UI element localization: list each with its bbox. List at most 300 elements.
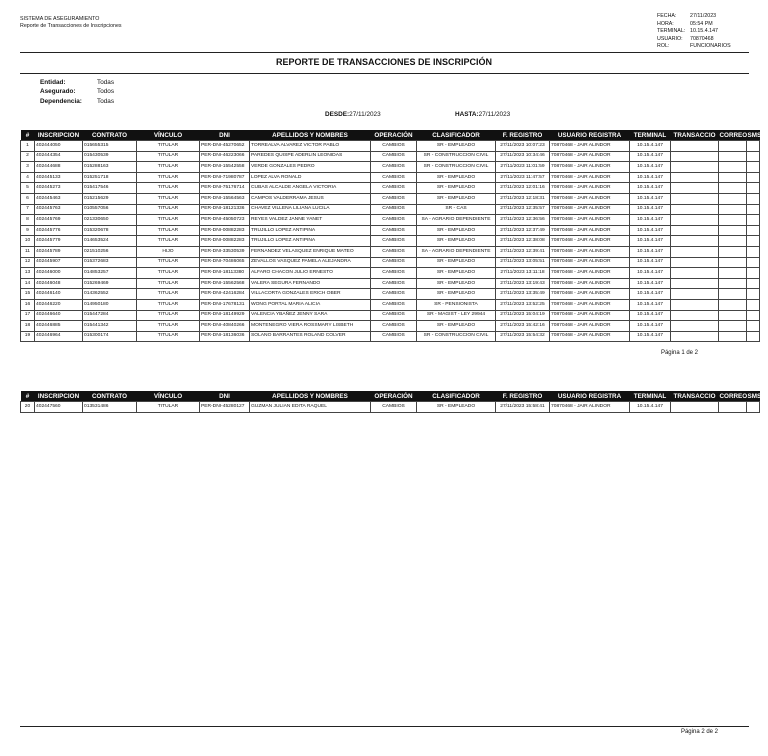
header-divider <box>20 52 749 53</box>
table-cell: 3 <box>21 162 35 173</box>
system-header <box>20 16 122 29</box>
table-row <box>21 402 760 413</box>
table-cell: 402446885 <box>35 321 83 332</box>
table-cell <box>747 402 760 413</box>
table-cell: 27/11/2023 13:05:51 <box>496 257 550 268</box>
table-cell: WONG PORTAL MARIA ALICIA <box>250 299 371 310</box>
table-cell: 16 <box>21 299 35 310</box>
column-header: TRANSACCIO <box>671 130 719 141</box>
column-header: CLASIFICADOR <box>417 130 496 141</box>
table-header-row <box>21 391 760 402</box>
table-cell: 27/11/2023 12:37:49 <box>496 225 550 236</box>
table-cell <box>747 151 760 162</box>
table-cell <box>671 268 719 279</box>
table-cell <box>671 321 719 332</box>
page-2-label: Página 2 de 2 <box>680 729 718 735</box>
table-row <box>21 289 760 300</box>
table-cell <box>719 289 747 300</box>
table-cell: 015269469 <box>83 278 137 289</box>
table-cell: VERDE GONZALES PEDRO <box>250 162 371 173</box>
table-cell: 2 <box>21 151 35 162</box>
table-cell: PER-DNI-70486065 <box>200 257 250 268</box>
table-cell: CAMBIOS <box>371 321 417 332</box>
table-cell: HIJO <box>137 246 200 257</box>
table-cell: 10.15.4.147 <box>630 402 671 413</box>
table-cell: CAMBIOS <box>371 215 417 226</box>
table-cell <box>719 162 747 173</box>
table-cell: 70870468 - JAIR ALINDOR <box>550 321 630 332</box>
table-cell: 70870468 - JAIR ALINDOR <box>550 331 630 342</box>
table-cell: 402445776 <box>35 225 83 236</box>
table-cell <box>671 257 719 268</box>
table-cell: CUBAS ALCALDE ANGELA VICTORIA <box>250 183 371 194</box>
table-cell: SR - EMPLEADO <box>417 402 496 413</box>
footer-divider <box>20 726 749 727</box>
table-cell: TITULAR <box>137 289 200 300</box>
table-cell: 5 <box>21 183 35 194</box>
table-row <box>21 236 760 247</box>
table-cell: 70870468 - JAIR ALINDOR <box>550 310 630 321</box>
table-cell: CAMBIOS <box>371 268 417 279</box>
table-cell <box>747 141 760 152</box>
table-cell <box>747 268 760 279</box>
table-cell: 18 <box>21 321 35 332</box>
table-cell: 70870468 - JAIR ALINDOR <box>550 257 630 268</box>
table-cell: CAMBIOS <box>371 204 417 215</box>
report-title: REPORTE DE TRANSACCIONES DE INSCRIPCIÓN <box>275 57 493 67</box>
table-cell: VILLACORTA GONZALES ERICH OBER <box>250 289 371 300</box>
table-cell <box>719 257 747 268</box>
table-cell <box>719 402 747 413</box>
table-cell: CHAVEZ VILLENA LILIANA LUCILA <box>250 204 371 215</box>
table-cell: TITULAR <box>137 299 200 310</box>
table-cell: 27/11/2023 12:01:16 <box>496 183 550 194</box>
table-row <box>21 204 760 215</box>
table-cell: 27/11/2023 12:35:57 <box>496 204 550 215</box>
table-cell: 70870468 - JAIR ALINDOR <box>550 183 630 194</box>
table-cell: SR - EMPLEADO <box>417 257 496 268</box>
table-cell: TITULAR <box>137 172 200 183</box>
table-cell <box>671 289 719 300</box>
column-header: # <box>21 130 35 141</box>
table-cell: PER-DNI-15564563 <box>200 193 250 204</box>
table-cell: 27/11/2023 12:39:41 <box>496 246 550 257</box>
table-cell: 402446640 <box>35 310 83 321</box>
table-cell <box>719 183 747 194</box>
table-cell: PER-DNI-40840266 <box>200 321 250 332</box>
table-cell: TITULAR <box>137 331 200 342</box>
column-header: CLASIFICADOR <box>417 391 496 402</box>
column-header: SMS <box>747 392 762 400</box>
table-cell: TRUJILLO LOPEZ ANTIPINA <box>250 236 371 247</box>
table-row <box>21 268 760 279</box>
transactions-table-page2 <box>20 391 760 413</box>
table-cell: 10.15.4.147 <box>630 289 671 300</box>
table-cell: 402444688 <box>35 162 83 173</box>
filter-asegurado: Asegurado: Todos <box>40 88 115 96</box>
table-cell: CAMBIOS <box>371 299 417 310</box>
table-cell <box>719 215 747 226</box>
table-cell: PER-DNI-00882283 <box>200 225 250 236</box>
table-cell: 9 <box>21 225 35 236</box>
table-cell: 10.15.4.147 <box>630 268 671 279</box>
table-cell <box>719 310 747 321</box>
table-cell: 013531486 <box>83 402 137 413</box>
table-cell: PER-DNI-18136036 <box>200 331 250 342</box>
table-cell: CAMBIOS <box>371 172 417 183</box>
table-cell: VALENCIA YBAÑEZ JENNY SARA <box>250 310 371 321</box>
table-cell: 14 <box>21 278 35 289</box>
table-cell: 70870468 - JAIR ALINDOR <box>550 204 630 215</box>
table-cell <box>671 310 719 321</box>
table-cell: 402446048 <box>35 278 83 289</box>
table-cell: 70870468 - JAIR ALINDOR <box>550 289 630 300</box>
table-cell: TITULAR <box>137 268 200 279</box>
table-cell: MONTENEGRO VIERA ROSSMARY LISBETH <box>250 321 371 332</box>
table-cell: 014950180 <box>83 299 137 310</box>
table-cell: 015372683 <box>83 257 137 268</box>
table-cell <box>747 246 760 257</box>
table-cell: 27/11/2023 11:47:57 <box>496 172 550 183</box>
table-cell: 27/11/2023 13:19:43 <box>496 278 550 289</box>
table-cell <box>671 183 719 194</box>
table-cell: 10.15.4.147 <box>630 172 671 183</box>
table-cell <box>671 299 719 310</box>
table-cell: 021510256 <box>83 246 137 257</box>
table-cell: GUZMAN JULIAN EDITA RAQUEL <box>250 402 371 413</box>
table-row <box>21 321 760 332</box>
column-header: INSCRIPCION <box>35 391 83 402</box>
table-cell <box>671 151 719 162</box>
column-header: TERMINAL <box>630 391 671 402</box>
table-cell: CAMBIOS <box>371 183 417 194</box>
column-header: DNI <box>200 130 250 141</box>
table-cell: PER-DNI-17678131 <box>200 299 250 310</box>
meta-hora: HORA: 05:54 PM <box>657 20 713 27</box>
table-cell: 015215629 <box>83 193 137 204</box>
table-cell: CAMPOS VALDERRAMA JESUS <box>250 193 371 204</box>
meta-fecha: FECHA: 27/11/2023 <box>657 13 717 19</box>
table-row <box>21 246 760 257</box>
table-row <box>21 183 760 194</box>
table-cell <box>671 278 719 289</box>
column-header: APELLIDOS Y NOMBRES <box>250 130 371 141</box>
table-cell <box>719 268 747 279</box>
table-cell <box>719 172 747 183</box>
table-cell: 6 <box>21 193 35 204</box>
table-cell <box>671 331 719 342</box>
table-cell: 402445763 <box>35 204 83 215</box>
table-cell <box>747 289 760 300</box>
table-cell: 17 <box>21 310 35 321</box>
table-cell <box>719 299 747 310</box>
table-cell: CAMBIOS <box>371 225 417 236</box>
table-cell: CAMBIOS <box>371 402 417 413</box>
table-cell: 10.15.4.147 <box>630 193 671 204</box>
table-cell: TITULAR <box>137 321 200 332</box>
table-cell: 402446140 <box>35 289 83 300</box>
table-cell: SR - EMPLEADO <box>417 172 496 183</box>
table-cell: CAMBIOS <box>371 246 417 257</box>
column-header: F. REGISTRO <box>496 130 550 141</box>
table-cell <box>671 141 719 152</box>
table-cell <box>719 331 747 342</box>
table-cell: 10.15.4.147 <box>630 151 671 162</box>
table-cell <box>747 278 760 289</box>
column-header: SMS <box>747 131 762 139</box>
table-cell: 70870468 - JAIR ALINDOR <box>550 141 630 152</box>
table-cell: 402445779 <box>35 236 83 247</box>
table-cell: 10.15.4.147 <box>630 225 671 236</box>
table-cell: PER-DNI-18149929 <box>200 310 250 321</box>
table-cell: PER-DNI-15562568 <box>200 278 250 289</box>
table-cell: PER-DNI-45050723 <box>200 215 250 226</box>
table-cell: TITULAR <box>137 193 200 204</box>
table-row <box>21 172 760 183</box>
table-cell: 19 <box>21 331 35 342</box>
column-header: CORREO <box>719 131 748 139</box>
table-cell: PER-DNI-33530539 <box>200 246 250 257</box>
table-cell: SR - EMPLEADO <box>417 225 496 236</box>
table-cell: SR - CONSTRUCCION CIVIL <box>417 151 496 162</box>
table-cell: PER-DNI-75176714 <box>200 183 250 194</box>
table-cell: 20 <box>21 402 35 413</box>
table-cell: TITULAR <box>137 402 200 413</box>
system-name: SISTEMA DE ASEGURAMIENTO <box>20 16 100 22</box>
table-cell: 015251718 <box>83 172 137 183</box>
table-cell: 402446964 <box>35 331 83 342</box>
table-cell: 402447560 <box>35 402 83 413</box>
table-cell: 10.15.4.147 <box>630 141 671 152</box>
table-cell: 15 <box>21 289 35 300</box>
table-cell: TITULAR <box>137 278 200 289</box>
table-cell: SR - EMPLEADO <box>417 278 496 289</box>
table-cell: PER-DNI-42416284 <box>200 289 250 300</box>
column-header: TERMINAL <box>630 130 671 141</box>
table-cell: 70870468 - JAIR ALINDOR <box>550 278 630 289</box>
table-cell: 10.15.4.147 <box>630 183 671 194</box>
column-header: CONTRATO <box>83 391 137 402</box>
table-cell <box>671 246 719 257</box>
table-cell <box>671 236 719 247</box>
table-cell: 10.15.4.147 <box>630 236 671 247</box>
table-cell: PER-DNI-46223066 <box>200 151 250 162</box>
table-cell: 402445463 <box>35 193 83 204</box>
table-cell: VALERA SEGURA FERNANDO <box>250 278 371 289</box>
table-cell: SA - AGRARIO DEPENDIENTE <box>417 215 496 226</box>
table-cell: PER-DNI-18113380 <box>200 268 250 279</box>
table-cell: 7 <box>21 204 35 215</box>
table-cell <box>671 162 719 173</box>
table-cell: 4 <box>21 172 35 183</box>
table-cell <box>747 215 760 226</box>
table-cell: TITULAR <box>137 310 200 321</box>
table-cell: SR - CONSTRUCCION CIVIL <box>417 331 496 342</box>
meta-usuario: USUARIO: 70870468 <box>657 35 714 42</box>
table-cell: 27/11/2023 15:04:19 <box>496 310 550 321</box>
table-cell <box>671 402 719 413</box>
report-meta <box>657 13 731 51</box>
table-cell: 021330650 <box>83 215 137 226</box>
table-cell: 402445273 <box>35 183 83 194</box>
table-cell <box>719 204 747 215</box>
table-cell: CAMBIOS <box>371 257 417 268</box>
table-cell: 70870468 - JAIR ALINDOR <box>550 299 630 310</box>
table-cell: 015320678 <box>83 225 137 236</box>
table-cell: CAMBIOS <box>371 193 417 204</box>
table-cell: SR - CAS <box>417 204 496 215</box>
table-cell: 27/11/2023 11:01:59 <box>496 162 550 173</box>
table-cell: 70870468 - JAIR ALINDOR <box>550 236 630 247</box>
table-cell: 014362552 <box>83 289 137 300</box>
table-row <box>21 225 760 236</box>
column-header: VÍNCULO <box>137 130 200 141</box>
table-row <box>21 151 760 162</box>
table-cell: 27/11/2023 12:18:31 <box>496 193 550 204</box>
table-cell: 11 <box>21 246 35 257</box>
table-cell <box>747 183 760 194</box>
table-cell: 10.15.4.147 <box>630 331 671 342</box>
table-cell <box>747 162 760 173</box>
date-from: DESDE:27/11/2023 <box>325 111 381 118</box>
table-cell: TITULAR <box>137 162 200 173</box>
table-cell: LOPEZ ALVA RONALD <box>250 172 371 183</box>
table-cell: 10.15.4.147 <box>630 278 671 289</box>
table-cell: 015417546 <box>83 183 137 194</box>
table-cell: 8 <box>21 215 35 226</box>
table-cell: SR - CONSTRUCCION CIVIL <box>417 162 496 173</box>
table-row <box>21 331 760 342</box>
table-cell: TITULAR <box>137 257 200 268</box>
column-header: APELLIDOS Y NOMBRES <box>250 391 371 402</box>
table-cell: SR - EMPLEADO <box>417 193 496 204</box>
table-cell <box>747 193 760 204</box>
table-cell: 70870468 - JAIR ALINDOR <box>550 246 630 257</box>
table-cell: 10.15.4.147 <box>630 310 671 321</box>
table-row <box>21 257 760 268</box>
table-cell: 015300174 <box>83 331 137 342</box>
table-cell: 014853257 <box>83 268 137 279</box>
table-cell: ALFARO CHACON JULIO ERNESTO <box>250 268 371 279</box>
table-cell: 27/11/2023 15:54:32 <box>496 331 550 342</box>
table-cell <box>719 278 747 289</box>
table-cell: 70870468 - JAIR ALINDOR <box>550 151 630 162</box>
table-cell: SR - MAGIST - LEY 29944 <box>417 310 496 321</box>
table-cell: 70870468 - JAIR ALINDOR <box>550 172 630 183</box>
table-cell: 10 <box>21 236 35 247</box>
table-cell: SR - EMPLEADO <box>417 289 496 300</box>
column-header: OPERACIÓN <box>371 391 417 402</box>
table-cell <box>719 246 747 257</box>
table-cell: TITULAR <box>137 215 200 226</box>
table-cell: 10.15.4.147 <box>630 215 671 226</box>
meta-terminal: TERMINAL: 10.15.4.147 <box>657 28 718 35</box>
table-cell: PER-DNI-45280127 <box>200 402 250 413</box>
table-row <box>21 310 760 321</box>
table-cell <box>747 321 760 332</box>
title-divider <box>20 73 749 74</box>
table-cell: TITULAR <box>137 236 200 247</box>
table-cell: TITULAR <box>137 204 200 215</box>
table-cell <box>747 204 760 215</box>
table-cell: PER-DNI-45270652 <box>200 141 250 152</box>
page-1-label: Página 1 de 2 <box>660 350 698 356</box>
table-header-row <box>21 130 760 141</box>
table-cell: 010557056 <box>83 204 137 215</box>
table-cell <box>719 225 747 236</box>
table-cell: PER-DNI-15542558 <box>200 162 250 173</box>
table-cell: 70870468 - JAIR ALINDOR <box>550 162 630 173</box>
column-header: # <box>21 391 35 402</box>
table-cell: SR - EMPLEADO <box>417 268 496 279</box>
table-cell: CAMBIOS <box>371 141 417 152</box>
table-cell: 27/11/2023 10:07:23 <box>496 141 550 152</box>
table-cell: PER-DNI-18121336 <box>200 204 250 215</box>
table-row <box>21 162 760 173</box>
table-cell: 015447284 <box>83 310 137 321</box>
table-cell: 12 <box>21 257 35 268</box>
table-cell: 70870468 - JAIR ALINDOR <box>550 225 630 236</box>
table-cell: FERNANDEZ VELASQUEZ ENRIQUE MATEO <box>250 246 371 257</box>
table-row <box>21 299 760 310</box>
table-cell: TORREALVA ALVAREZ VICTOR PABLO <box>250 141 371 152</box>
table-cell: 1 <box>21 141 35 152</box>
table-cell: REYES VALDEZ JANNE YANET <box>250 215 371 226</box>
table-cell: 10.15.4.147 <box>630 321 671 332</box>
table-cell: 27/11/2023 12:38:08 <box>496 236 550 247</box>
column-header: DNI <box>200 391 250 402</box>
table-cell: 10.15.4.147 <box>630 246 671 257</box>
table-cell: SA - AGRARIO DEPENDIENTE <box>417 246 496 257</box>
table-cell: TITULAR <box>137 183 200 194</box>
table-cell <box>719 321 747 332</box>
column-header: USUARIO REGISTRA <box>550 391 630 402</box>
table-cell <box>747 257 760 268</box>
table-cell: 402445769 <box>35 215 83 226</box>
table-cell <box>747 172 760 183</box>
table-row <box>21 141 760 152</box>
table-cell <box>671 204 719 215</box>
table-cell: CAMBIOS <box>371 310 417 321</box>
table-cell: 27/11/2023 12:36:56 <box>496 215 550 226</box>
table-cell: 402445789 <box>35 246 83 257</box>
transactions-table-page1 <box>20 130 760 342</box>
table-cell: PER-DNI-00882283 <box>200 236 250 247</box>
table-cell: 27/11/2023 10:34:46 <box>496 151 550 162</box>
report-name: Reporte de Transacciones de Inscripciones <box>20 22 122 29</box>
table-cell: 13 <box>21 268 35 279</box>
table-cell: 014653524 <box>83 236 137 247</box>
column-header: VÍNCULO <box>137 391 200 402</box>
table-cell: 402445133 <box>35 172 83 183</box>
table-cell: CAMBIOS <box>371 331 417 342</box>
table-cell: CAMBIOS <box>371 151 417 162</box>
table-cell <box>747 331 760 342</box>
table-cell: 10.15.4.147 <box>630 162 671 173</box>
table-cell <box>719 151 747 162</box>
table-cell: PAREDES QUISPE ADERLIN LEONIDAS <box>250 151 371 162</box>
table-cell: SR - EMPLEADO <box>417 236 496 247</box>
table-cell: 015655315 <box>83 141 137 152</box>
table-row <box>21 278 760 289</box>
table-row <box>21 193 760 204</box>
table-cell: SR - EMPLEADO <box>417 321 496 332</box>
table-cell: TRUJILLO LOPEZ ANTIPINA <box>250 225 371 236</box>
table-cell <box>719 193 747 204</box>
table-cell: 402444354 <box>35 151 83 162</box>
filters <box>40 78 114 106</box>
table-cell <box>747 236 760 247</box>
